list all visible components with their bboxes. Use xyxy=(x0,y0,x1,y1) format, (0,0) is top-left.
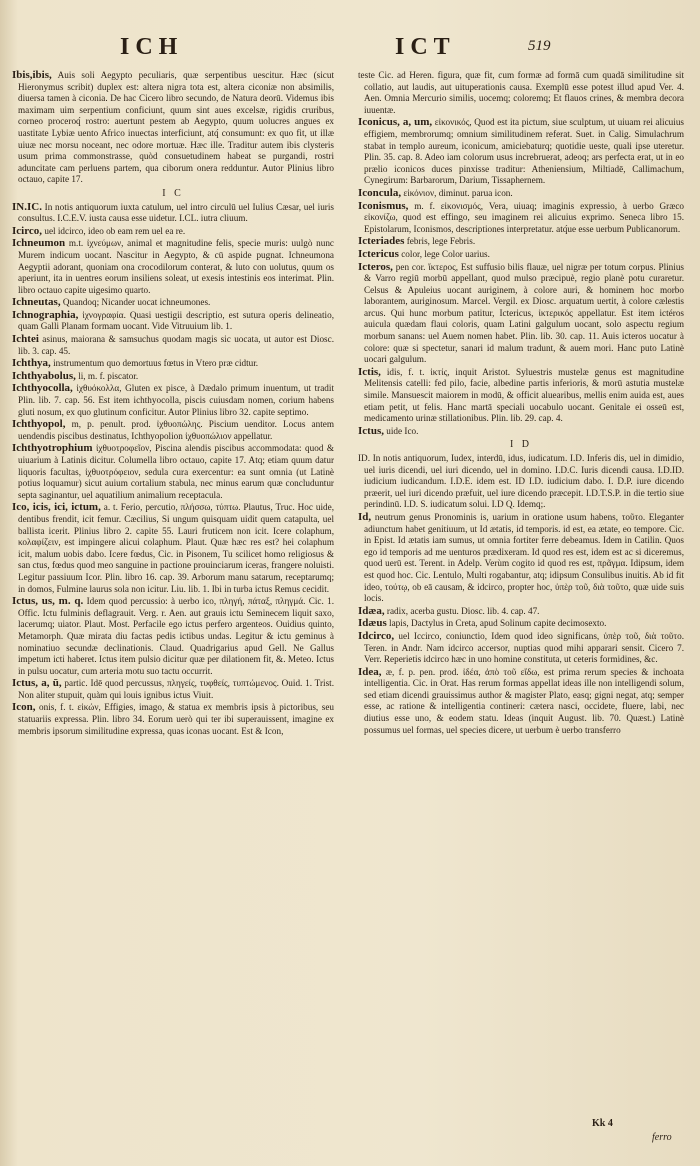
headword: Idæus xyxy=(358,617,387,630)
headword: Ichtei xyxy=(12,333,39,346)
dictionary-entry xyxy=(358,188,684,200)
entry-text: lapis, Dactylus in Creta, apud Solinum capite decimosexto. xyxy=(389,618,607,629)
entry-text: a. t. Ferio, percutio, πλήσσω, τύπτω. Plautus, Truc. Hoc uide, dentibus frendit, icit femur. Cæcilius, Si ungum quisquam uidit quem catapulta, uel ballista icerit. Plinius libro 2. capite 55. Lauri fruticem non icit. Icere colaphum, κολαφίζειν, est impingere alicui colaphum. Plaut. Quæ hæc res est? hei colaphum icit, malum uobis dabo. Icere fœdus, Cic. in Pisonem, Tu scilicet homo religiosus & san ctus, fœdus quod meo sanguine in pactione prouinciarum iceras, frangere noluisti. Legitur passiuum Icor. Plin. libro 16. cap. 39. Arborum manu satarum, receptarumq; in domos, Fulmine laurus sola non icitur. Liu. lib. 1. Ibi in turba ictus Remus cecidit. xyxy=(18,502,334,594)
entry-text: æ, f. p. pen. prod. ἰδέα, ἀπὸ τοῦ εἴδω, est prima rerum species & inchoata intelligentia. Cic. in Orat. Has rerum formas appellat ideas ille non intelligendi solum, sed etiam dicendi grauissimus author & magister Plato, easq; gigni negat, atq; semper esse, ac ratione & intelligentia contineri: cætera nasci, occidete, fluere, labi, nec diutius esse uno, & eodem statu. Ideas (inquit August. lib. 70. Quæst.) Latinè possumus uel formas, uel species dicere, ut uerbum è uerbo transferro xyxy=(364,666,684,735)
headword: Ichneumon xyxy=(12,237,66,250)
headword: Iconicus, a, um, xyxy=(358,116,433,129)
entry-text: neutrum genus Pronominis is, uarium in oratione usum habens, τοῦτο. Eleganter adiunctum habet genitiuum, ut Id ætatis, id temporis. id est, ea ætate, eo tempore. Cic. in Epist. Id ætatis iam sumus, ut omnia fortiter ferre debeamus. Idem in Catilin. Quos ego id temporis ad me uenturos prædixeram. Id quod res est, idem est ac si diceremus, quod uerū est. Terent. in Adelp. Verùm cogito id quod res est, πρᾶγμα. Idipsum, idem est quod hoc. Cic. Lentulo, Multi rogabantur, atq; idipsum Consulibus inuitis. Ab id fit ideo, τούτῳ, ob eā causam, & idcirco, propter hoc, ὑπὲρ τοῦ, διὰ τοῦτο, quæ uide suis locis. xyxy=(364,511,684,604)
headword: Ichthya, xyxy=(12,357,51,370)
entry-text: febris, lege Febris. xyxy=(406,236,476,247)
headword: Ictus, xyxy=(358,424,384,437)
entry-text: uel idcirco, ideo ob eam rem uel ea re. xyxy=(44,225,186,236)
dictionary-entry xyxy=(12,310,334,333)
entry-text: ἰχθυοτροφεῖον, Piscina alendis piscibus accommodata: quod & uiuarium à Latinis dicitur. Columella libro octauo, capite 17. Atq; etiam quum datur liquoris facultas, ἰχθυοτρόφειον, sedula cura exercentur: ea sunt omnia (ut Latinè potius loquamur) sicut auium cortalium stabula, nec minus earum quæ concluduntur septa saginantur, uel aquatilium animalium receptacula. xyxy=(18,443,334,500)
dictionary-entry xyxy=(12,202,334,225)
running-head-left: ICH xyxy=(120,34,184,60)
entry-text: instrumentum quo demortuus fœtus in Vtero præ cidtur. xyxy=(53,358,259,369)
dictionary-entry xyxy=(358,201,684,236)
right-column xyxy=(358,70,684,737)
headword: Ictus, us, m. q. xyxy=(12,595,84,608)
left-column xyxy=(12,70,334,738)
headword: Ico, icis, ici, ictum, xyxy=(12,501,101,514)
entry-text: radix, acerba gustu. Diosc. lib. 4. cap. 47. xyxy=(386,605,540,616)
entry-text: εἰκονικός, Quod est ita pictum, siue sculptum, ut uiuam rei alicuius effigiem, membrorumq; omnium similitudinem referat. Suet. in Calig. Simulachrum stabat in templo aureum, iconicum, amiciebaturq; quotidie ueste, quali ipse uteretur. Plin. 35. cap. 8. Adeo iam colorum usus increbruerat, adeoq; ars perfecta erat, ut in eo prælio iconicos duces pinxisse traditur: Atheniensium, Miltiadē, Callimachum, Cynegirum: Barbarorum, Darium, Tissaphernem. xyxy=(364,117,684,186)
entry-text: partic. Idē quod percussus, πληγείς, τυφθείς, τυπτώμενος. Ouid. 1. Trist. Non aliter stupuit, quàm qui louis ignibus ictus Viuit. xyxy=(18,678,335,700)
entry-text: Idem quod percussio: à uerbo ico, πληγή, πάταξ, πληγμά. Cic. 1. Offic. Ictu fulminis deflagrauit. Verg. r. Aen. aut grauis ictu Seminecem liquit saxo, lacerumq; uiator. Plaut. Most. Perfacile ego ictus perfero argenteos. Ouidius quinto, Metamorph. Quæ mirata diu factas pedis ictibus undas. Legitur & ictu geminus à nominatiuo secundæ declinationis. Claud. Quadrigarius apud Gell. Ne Gallus impetum icti haberet. Ictus item pulsio dicitur quæ per dilationem fit, &. Meteo. Ictus in pulsu uocatur, cum arteria motu suo tactu occurrit. xyxy=(18,596,334,676)
headword: Ictis, xyxy=(358,365,381,378)
headword: Id, xyxy=(358,510,372,523)
entry-text: m, p. penult. prod. ἰχθυοπώλης. Piscium uenditor. Locus antem uendendis piscibus destinatus, Ichthyopolion ἰχθυοπώλιον appellatur. xyxy=(18,419,334,441)
headword: Icon, xyxy=(12,701,36,714)
entry-text: εἰκόνιον, diminut. parua icon. xyxy=(403,187,513,198)
dictionary-entry xyxy=(358,631,684,666)
dictionary-entry xyxy=(358,249,684,261)
dictionary-entry xyxy=(358,606,684,618)
running-head-right: ICT xyxy=(395,34,456,60)
headword: Idæa, xyxy=(358,604,385,617)
dictionary-entry xyxy=(12,678,334,701)
entry-text: In notis antiquorum iuxta catulum, uel intro circulū uel Iulius Cæsar, uel iuris consultus. I.C.E.V. iusta causa esse uidetur. I.CL. iutra cliuum. xyxy=(18,201,334,224)
entry-text: ID. In notis antiquorum, Iudex, interdū, idus, iudicatum. I.D. Inferis dis, uel in dimidio, uel iuris dicendi, uel iuri dicendo, uel in domino. I.D.C. Iuris dicendi causa. I.D.ID. iudicium iudicandum. I.D.E. idem est. ID I.D. iudicium dabo. I. D.P. iure dicendo præerit, uel iuri dicendo præfuit, uel iure dicendo præcepit. I.D.T.S.P. in die tertio siue perindinū. I.D. S. iudicatum solui. I.D Q. Idemq;. xyxy=(358,453,684,510)
page-number: 519 xyxy=(528,38,551,54)
headword: Ictericus xyxy=(358,247,399,260)
headword: Ichthyotrophium xyxy=(12,442,93,455)
entry-text: ἰχθυόκολλα, Gluten ex pisce, à Dædalo primum inuentum, ut tradit Plin. lib. 7. cap. 56. Est item ichthyocolla, piscis cuiusdam nomen, corium habens gluti nosum, ex quo glutinum conficitur. Autor Plinius libro 32. capite septimo. xyxy=(18,383,334,417)
headword: Idea, xyxy=(358,665,382,678)
dictionary-entry xyxy=(12,702,334,737)
dictionary-entry xyxy=(12,238,334,296)
entry-text: li, m. f. piscator. xyxy=(78,370,139,381)
dictionary-entry xyxy=(358,367,684,425)
headword: Icteros, xyxy=(358,260,393,273)
dictionary-entry xyxy=(12,297,334,309)
headword: Idcirco, xyxy=(358,629,395,642)
entry-text: uide Ico. xyxy=(386,425,419,436)
entry-text: uel Iccirco, coniunctio, Idem quod ideo significans, ὑπὲρ τοῦ, διὰ τοῦτο. Teren. in Andr. Nam idcirco accersor, nuptias quod mihi apparari sensit. Cicero 7. Verr. Reperietis idcirco hæc in uno homine constituta, ut ceteris formidines, &c. xyxy=(364,630,685,665)
dictionary-entry xyxy=(358,117,684,187)
dictionary-entry xyxy=(12,371,334,383)
dictionary-entry xyxy=(12,443,334,501)
dictionary-entry xyxy=(358,512,684,605)
signature-mark: Kk 4 xyxy=(592,1118,613,1129)
entry-text: m.t. ἰχνεύμων, animal et magnitudine felis, specie muris: uulgò nunc Murem indicum uocant. Nascitur in Aegypto, & cū aspide pugnat. Ichneumona Aegyptii adorant, quoniam ona crocodilorum conterat, & luto con uolutus, quum os aperiunt, ita in uentres eorum insiliens soleat, ut exesis intestinis eos interimat. Plin. libro octauo capite uigesimo quarto. xyxy=(18,238,335,295)
entry-text: teste Cic. ad Heren. figura, quæ fit, cum formæ ad formā cum quadā similitudine sit collatio, aut laudis, aut uituperationis causa. Exemplū esse potest illud apud Ver. 4. Aen. Omnia Mercurio similis, uocemq; coloremq; Et flauos crines, & membra decora iuuentæ. xyxy=(358,70,684,115)
headword: Ichthyabolus, xyxy=(12,369,76,382)
dictionary-entry xyxy=(358,618,684,630)
entry-text: color, lege Color uarius. xyxy=(401,248,490,259)
dictionary-entry xyxy=(358,262,684,366)
headword: Icirco, xyxy=(12,224,43,237)
entry-text: m. f. εἰκονισμός, Vera, uiuaq; imaginis expressio, à uerbo Græco εἰκονίζω, quod est effingo, seu imaginem rei alicuius exprimo. Seneca libro 15. Epistolarum, Iconismos, descriptiones interpretatur. atq́ue esse uerbum Publicanorum. xyxy=(364,200,684,234)
dictionary-entry xyxy=(358,667,684,737)
headword: Ichneutas, xyxy=(12,296,61,309)
letter-section-heading: I D xyxy=(509,439,533,451)
dictionary-entry xyxy=(12,502,334,595)
entry-text: Quandoq; Nicander uocat ichneumones. xyxy=(62,297,211,308)
headword: Icteriades xyxy=(358,235,405,248)
letter-section-heading: I C xyxy=(162,187,184,199)
dictionary-entry xyxy=(12,226,334,238)
dictionary-entry xyxy=(358,453,684,511)
catchword: ferro xyxy=(652,1132,672,1143)
dictionary-entry xyxy=(12,596,334,677)
headword: Iconcula, xyxy=(358,186,402,199)
headword: Ichthyopol, xyxy=(12,418,66,431)
entry-text: idis, f. t. ἰκτίς, inquit Aristot. Syluestris mustelæ genus est magnitudine Melitensis catelli: fed pilo, facie, albedine partis inferioris, & morū astutia mustelæ simile. Mansuescit maiorem in modū, & officit aluearibus, mellis enim auida est, aues etiam petit, ut felis. Hanc martā speciali uocabulo uocant. Genitale ei osseū est, medicamento urinæ stillationibus. Plin. lib. 29. cap. 4. xyxy=(364,366,684,424)
headword: Iconismus, xyxy=(358,199,409,212)
dictionary-entry xyxy=(12,70,334,186)
entry-text: Auis soli Aegypto peculiaris, quæ serpentibus uescitur. Hæc (sicut Hieronymus scribit) duplex est: altera nigra tota est, altera ciconiæ non absimilis, diuersa tamen à ciconia. De hac Cicero libro secundo, de Natura deorū. Videmus ibis maximam uim serpentium conficiunt, quum sint aues excelsæ, rigidis cruribus, corneo proceroq́ rostro: auertunt pestem ab Aegypto, quum uolucres angues ex uastitate Lybiæ uento Africo inuectas interficiunt, atq́ consumunt: ex quo fit, ut illæ uiuæ nec morsu noceant, nec odore mortuæ. Hæc ille. Traditur autem ibis clysteris usum prima commonstrasse, quòd consuetudinem habeat se purgandi, rostri aduncitate cam perluens partem, qua ciborum onera redduntur. Autor Plinius libro octauo, capite 17. xyxy=(18,70,334,185)
dictionary-entry xyxy=(12,334,334,357)
entry-text: ἰχνογραφία. Quasi uestigii descriptio, est sutura operis delineatio, quam Galli Planam formam uocant. Vide Vitruuium lib. 1. xyxy=(18,309,334,332)
dictionary-entry xyxy=(12,419,334,442)
entry-text: asinus, maiorana & samsuchus quodam magis sic uocata, ut autor est Diosc. lib. 3. cap. 45. xyxy=(18,334,335,356)
headword: Ichthyocolla, xyxy=(12,382,73,395)
headword: Ichnographia, xyxy=(12,308,79,321)
headword: Ibis,ibis, xyxy=(12,69,52,81)
entry-text: onis, f. t. εἰκών, Effigies, imago, & statua ex membris ipsis à pictoribus, seu statuariis expressa. Plin. libro 34. Eorum uerò qui ter ibi superauissent, imagine ex membris ipsorum similitudine expressa, quas iconas uocant. Est & Icon, xyxy=(18,702,334,736)
entry-text: pen cor. ἴκτερος, Est suffusio bilis flauæ, uel nigræ per totum corpus. Plinius & Varro regiū morbū appellant, quod mulso præcipuè, regio planè potu curaretur. Celsus & Apuleius uocant auriginem, à colore auri, & hominem hoc morbo laborantem, auriginosum. Marcel. Vergil. ex Diosc. arquatum uertit, à colore cælestis arcus. Qui hunc morbum patitur, Ictericus, ἰκτερικός appellatur. Est item ictéros auicula quædam flaui coloris, quam Latini galgulum uocant, solo aspectu regium morbum sanans: uel Auem nomen habet. Plin. lib. 30. cap. 11. Auis icteros uocatur à colore: quæ si spectetur, sanari id malum tradunt, & auem mori. Hanc puto Latinè uocari galgulum. xyxy=(364,261,684,365)
dictionary-entry xyxy=(358,236,684,248)
dictionary-entry xyxy=(358,426,684,438)
dictionary-entry xyxy=(12,358,334,370)
headword: IN.IC. xyxy=(12,200,42,213)
dictionary-entry xyxy=(12,383,334,418)
headword: Ictus, a, ū, xyxy=(12,677,62,690)
dictionary-entry xyxy=(358,70,684,116)
